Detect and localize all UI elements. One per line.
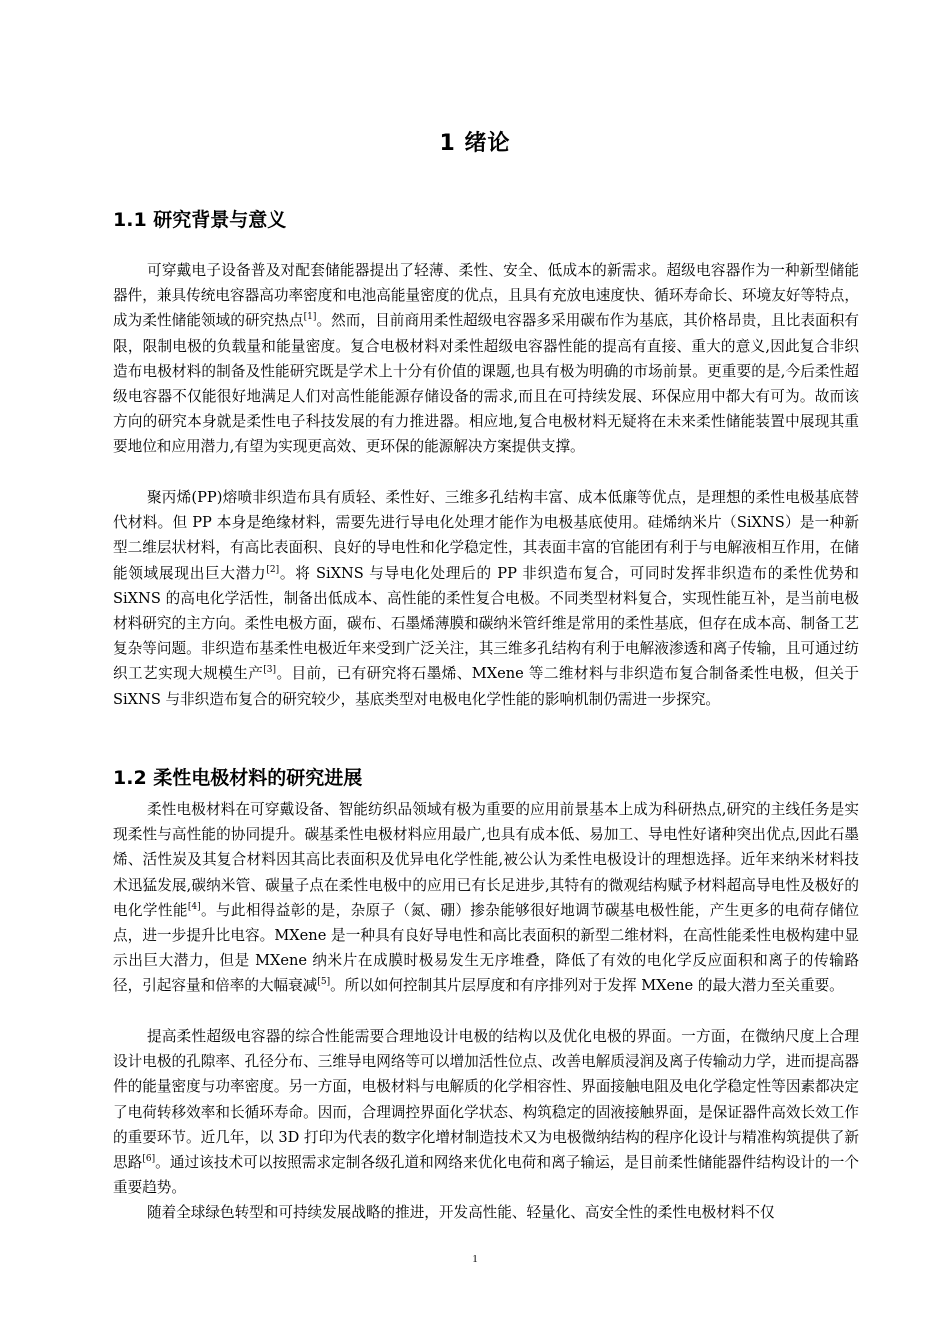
paragraph-text: 。通过该技术可以按照需求定制各级孔道和网络来优化电荷和离子输运，是目前柔性储能器件结构设计的一个重要趋势。 — [113, 1154, 859, 1197]
paragraph — [113, 797, 859, 999]
paragraph-text: 。与此相得益彰的是，杂原子（氮、硼）掺杂能够很好地调节碳基电极性能，产生更多的电荷存储位点，进一步提升比电容。MXene 是一种具有良好导电性和高比表面积的新型二维材料，在高性能柔性电极构建中显示出巨大潜力，但是 MXene 纳米片在成膜时极易发生无序堆叠，降低了有效的电化学反应面积和离子的传输路径，引起容量和倍率的大幅衰减 — [113, 901, 859, 995]
paragraph — [113, 1024, 859, 1200]
paragraph-text: 随着全球绿色转型和可持续发展战略的推进，开发高性能、轻量化、高安全性的柔性电极材料不仅 — [147, 1204, 775, 1221]
paragraph-text: 提高柔性超级电容器的综合性能需要合理地设计电极的结构以及优化电极的界面。一方面，在微纳尺度上合理设计电极的孔隙率、孔径分布、三维导电网络等可以增加活性位点、改善电解质浸润及离子传输动力学，进而提高器件的能量密度与功率密度。另一方面，电极材料与电解质的化学相容性、界面接触电阻及电化学稳定性等因素都决定了电荷转移效率和长循环寿命。因而，合理调控界面化学状态、构筑稳定的固液接触界面，是保证器件高效长效工作的重要环节。近几年，以 3D 打印为代表的数字化增材制造技术又为电极微纳结构的程序化设计与精准构筑提供了新思路 — [113, 1028, 859, 1172]
citation-ref: [6] — [142, 1154, 156, 1165]
paragraph — [113, 1200, 859, 1225]
paragraph-text: 柔性电极材料在可穿戴设备、智能纺织品领域有极为重要的应用前景基本上成为科研热点,研究的主线任务是实现柔性与高性能的协同提升。碳基柔性电极材料应用最广,也具有成本低、易加工、导电性好诸种突出优点,因此石墨烯、活性炭及其复合材料因其高比表面积及优异电化学性能,被公认为柔性电极设计的理想选择。近年来纳米材料技术迅猛发展,碳纳米管、碳量子点在柔性电极中的应用已有长足进步,其特有的微观结构赋予材料超高导电性及极好的电化学性能 — [113, 801, 859, 919]
chapter-title: 1 绪论 — [439, 131, 511, 156]
paragraph-text: 。将 SiXNS 与导电化处理后的 PP 非织造布复合，可同时发挥非织造布的柔性优势和 SiXNS 的高电化学活性，制备出低成本、高性能的柔性复合电极。不同类型材料复合，实现性能互补，是当前电极材料研究的主方向。柔性电极方面，碳布、石墨烯薄膜和碳纳米管纤维是常用的柔性基底，但存在成本高、制备工艺复杂等问题。非织造布基柔性电极近年来受到广泛关注，其三维多孔结构有利于电解液渗透和离子传输，且可通过纺织工艺实现大规模生产 — [113, 564, 859, 683]
paragraph-text: 可穿戴电子设备普及对配套储能器提出了轻薄、柔性、安全、低成本的新需求。超级电容器作为一种新型储能器件，兼具传统电容器高功率密度和电池高能量密度的优点，且具有充放电速度快、循环寿命长、环境友好等特点，成为柔性储能领域的研究热点 — [113, 262, 859, 330]
page-number: 1 — [472, 1253, 478, 1265]
citation-ref: [1] — [303, 312, 317, 323]
section-heading-1-1: 1.1 研究背景与意义 — [113, 209, 287, 231]
citation-ref: [5] — [317, 977, 331, 988]
paragraph-text: 聚丙烯(PP)熔喷非织造布具有质轻、柔性好、三维多孔结构丰富、成本低廉等优点，是理想的柔性电极基底替代材料。但 PP 本身是绝缘材料，需要先进行导电化处理才能作为电极基底使用。硅烯纳米片（SiXNS）是一种新型二维层状材料，有高比表面积、良好的导电性和化学稳定性，其表面丰富的官能团有利于与电解液相互作用，在储能领域展现出巨大潜力 — [113, 489, 859, 582]
paragraph-text: 。然而，目前商用柔性超级电容器多采用碳布作为基底，其价格昂贵，且比表面积有限，限制电极的负载量和能量密度。复合电极材料对柔性超级电容器性能的提高有直接、重大的意义,因此复合非织造布电极材料的制备及性能研究既是学术上十分有价值的课题,也具有极为明确的市场前景。更重要的是,今后柔性超级电容器不仅能很好地满足人们对高性能能源存储设备的需求,而且在可持续发展、环保应用中都大有可为。故而该方向的研究本身就是柔性电子科技发展的有力推进器。相应地,复合电极材料无疑将在未来柔性储能装置中展现其重要地位和应用潜力,有望为实现更高效、更环保的能源解决方案提供支撑。 — [113, 312, 859, 456]
paragraph — [113, 485, 859, 712]
paragraph-text: 。所以如何控制其片层厚度和有序排列对于发挥 MXene 的最大潜力至关重要。 — [330, 977, 844, 995]
citation-ref: [2] — [266, 564, 280, 575]
citation-ref: [3] — [263, 665, 277, 676]
citation-ref: [4] — [187, 901, 201, 912]
section-heading-1-2: 1.2 柔性电极材料的研究进展 — [113, 767, 363, 789]
paragraph — [113, 258, 859, 460]
paragraph-text: 。目前，已有研究将石墨烯、MXene 等二维材料与非织造布复合制备柔性电极，但关于 SiXNS 与非织造布复合的研究较少，基底类型对电极电化学性能的影响机制仍需进一步探究。 — [113, 665, 859, 708]
